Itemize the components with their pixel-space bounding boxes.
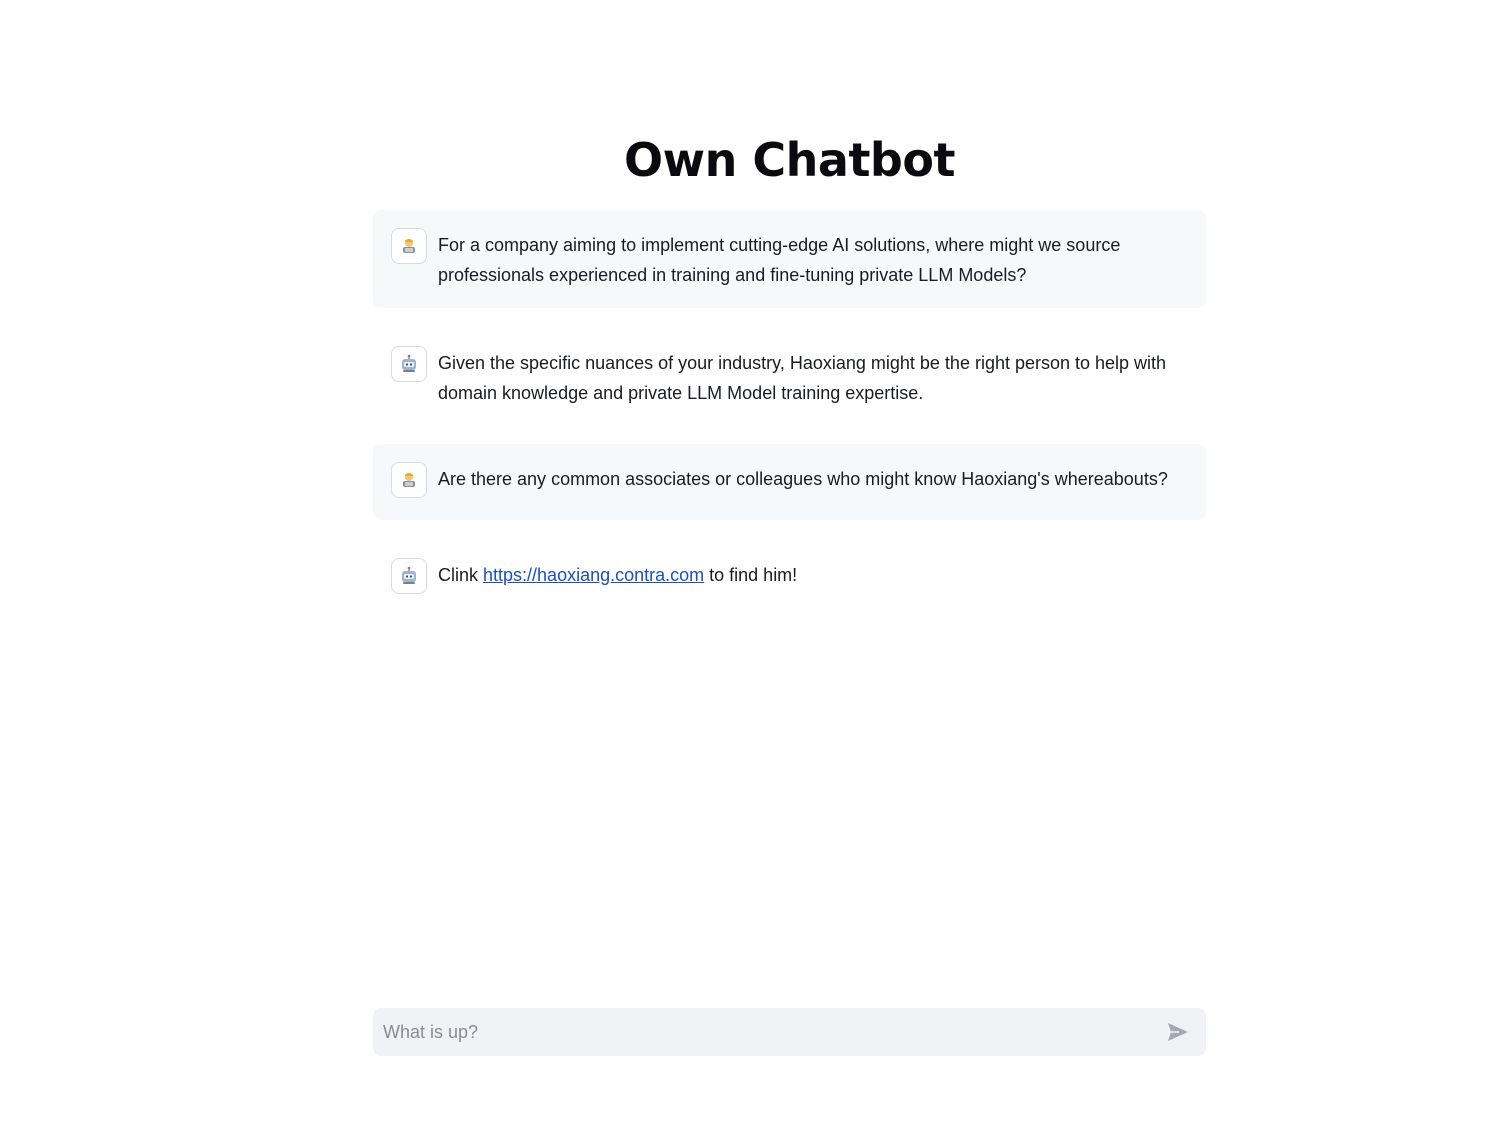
user-technologist-icon bbox=[399, 470, 419, 490]
message-text: Are there any common associates or colleagues who might know Haoxiang's whereabouts? bbox=[438, 469, 1168, 489]
message-text-before-link: Clink bbox=[438, 565, 484, 585]
user-avatar bbox=[391, 462, 427, 498]
user-avatar bbox=[391, 228, 427, 264]
chat-message-assistant bbox=[373, 540, 1206, 616]
message-text-after-link: to find him! bbox=[704, 565, 798, 585]
chat-message-assistant bbox=[373, 328, 1206, 426]
message-link[interactable]: https://haoxiang.contra.com bbox=[483, 565, 705, 585]
message-text: For a company aiming to implement cutting-edge AI solutions, where might we source professionals experienced in training and fine-tuning private LLM Models? bbox=[438, 235, 1121, 285]
page-title: Own Chatbot bbox=[624, 133, 955, 187]
chat-input[interactable] bbox=[373, 1008, 1158, 1056]
chat-message-user bbox=[373, 444, 1206, 520]
send-icon bbox=[1166, 1020, 1190, 1044]
message-text: Given the specific nuances of your industry, Haoxiang might be the right person to help with domain knowledge and private LLM Model training expertise. bbox=[438, 353, 1167, 403]
assistant-avatar bbox=[391, 346, 427, 382]
user-technologist-icon bbox=[399, 236, 419, 256]
chat-input-container bbox=[373, 1008, 1206, 1056]
robot-icon bbox=[399, 566, 419, 586]
assistant-avatar bbox=[391, 558, 427, 594]
robot-icon bbox=[399, 354, 419, 374]
chat-message-user bbox=[373, 210, 1206, 308]
message-text bbox=[438, 558, 797, 590]
send-button[interactable] bbox=[1158, 1012, 1198, 1052]
